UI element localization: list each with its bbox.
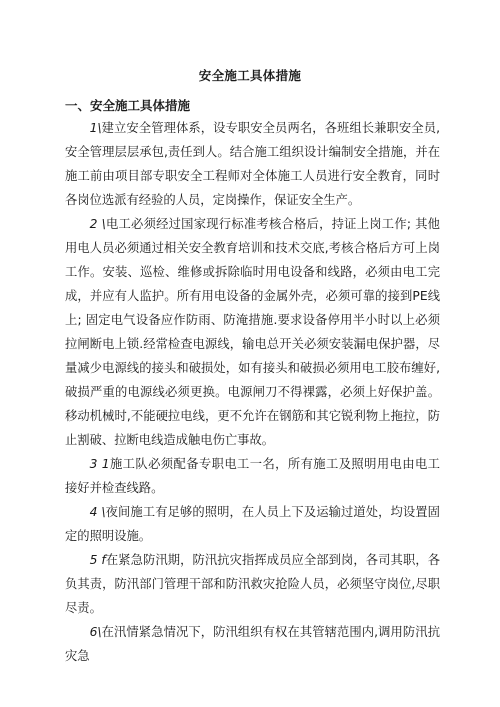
paragraph-text: 施工队必须配备专职电工一名，所有施工及照明用电由电工接好并检查线路。 — [65, 457, 440, 495]
paragraph-label: 3 1 — [89, 457, 110, 471]
paragraph-text: 电工必须经过国家现行标准考核合格后，持证上岗工作; 其他用电人员必须通过相关安全教育培训和技术交底,考核合格后方可上岗工作。安装、巡检、维修或拆除临时用电设备和线路，必须由电工完成，并应有人监护。所有用电设备的金属外壳，必须可靠的接到PE线上; 固定电气设备应作防雨、防淹措施.要求设备停用半小时以上必须拉闸断电上锁.经常检查电源线，输电总开关必须安装漏电保护器，尽量减少电源线的接头和破损处，如有接头和破损必须用电工胶布缠好,破损严重的电源线必须更换。电源闸刀不得裸露，必须上好保护盖。移动机械时,不能硬拉电线，更不允许在钢筋和其它锐利物上拖拉，防止割破、拉断电线造成触电伤亡事故。 — [65, 217, 440, 447]
paragraph-label: 5 f — [89, 553, 106, 567]
paragraph-text: 在紧急防汛期，防汛抗灾指挥成员应全部到岗，各司其职，各负其责，防汛部门管理干部和防汛救灾抢险人员，必须坚守岗位,尽职尽责。 — [65, 553, 440, 615]
document-title: 安全施工具体措施 — [198, 68, 302, 83]
paragraph-2 — [65, 212, 440, 452]
section-heading: 一、安全施工具体措施 — [65, 98, 191, 113]
paragraph-label: 1\ — [89, 121, 102, 135]
paragraph-3 — [65, 452, 440, 500]
paragraph-label: 4 \ — [89, 505, 106, 519]
document-body — [65, 116, 440, 668]
paragraph-text: 在汛情紧急情况下，防汛组织有权在其管辖范围内,调用防汛抗灾急 — [65, 625, 440, 663]
paragraph-label: 2 \ — [89, 217, 106, 231]
paragraph-text: 夜间施工有足够的照明，在人员上下及运输过道处，均设置固定的照明设施。 — [65, 505, 440, 543]
paragraph-label: 6\ — [89, 625, 102, 639]
paragraph-5 — [65, 548, 440, 620]
paragraph-6 — [65, 620, 440, 668]
paragraph-1 — [65, 116, 440, 212]
paragraph-text: 建立安全管理体系，设专职安全员两名，各班组长兼职安全员,安全管理层层承包,责任到人。结合施工组织设计编制安全措施，并在施工前由项目部专职安全工程师对全体施工人员进行安全教育，同时各岗位选派有经验的人员，定岗操作，保证安全生产。 — [65, 121, 440, 207]
paragraph-4 — [65, 500, 440, 548]
